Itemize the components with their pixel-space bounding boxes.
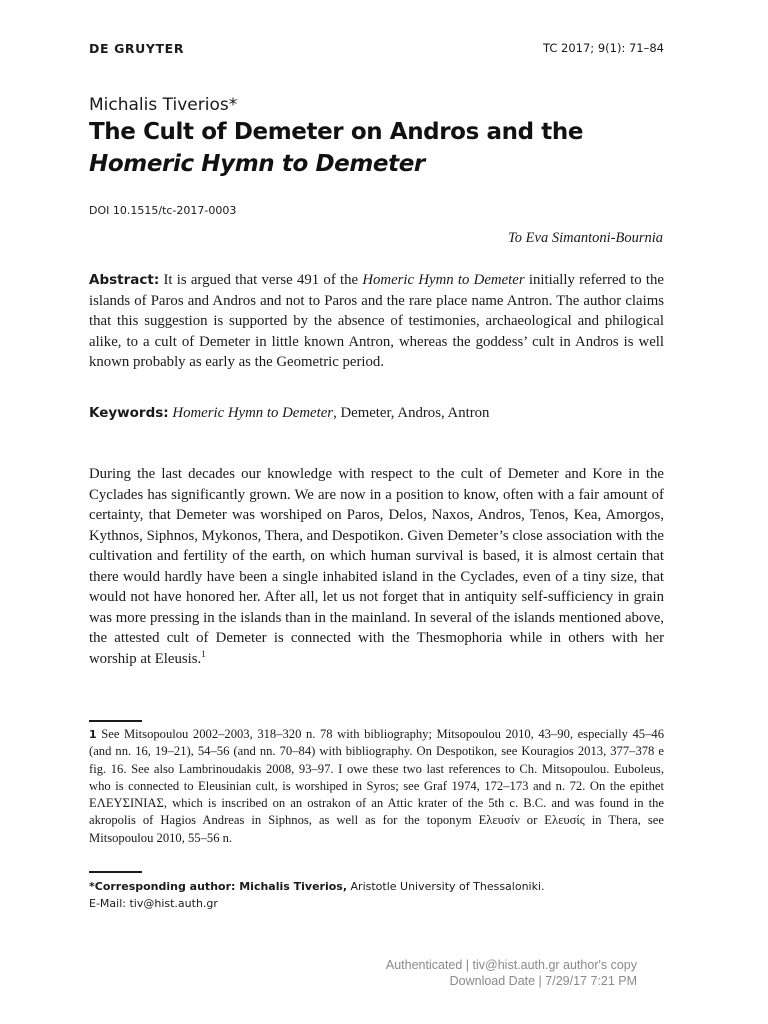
abstract-text-before: It is argued that verse 491 of the xyxy=(159,272,363,288)
author-name: Michalis Tiverios* xyxy=(89,95,238,115)
footnote-reference[interactable]: 1 xyxy=(201,648,206,659)
corresponding-email: E-Mail: tiv@hist.auth.gr xyxy=(89,897,218,910)
body-paragraph xyxy=(89,464,664,669)
abstract-italic: Homeric Hymn to Demeter xyxy=(362,272,525,288)
abstract-text-after: initially referred to the islands of Paros and Andros and not to Paros and the rare place name Antron. The author claims that this suggestion is supported by the absence of testimonies, archaeological and philogical alike, to a cult of Demeter in little known Antron, whereas the goddess’ cult in Andros is well known probably as early as the Geometric period. xyxy=(89,272,664,370)
footnote xyxy=(89,726,664,847)
title-line-1: The Cult of Demeter on Andros and the xyxy=(89,119,584,145)
title-line-2: Homeric Hymn to Demeter xyxy=(89,151,425,177)
footnote-text: See Mitsopoulou 2002–2003, 318–320 n. 78 with bibliography; Mitsopoulou 2010, 43–90, especially 45–46 (and nn. 16, 19–21), 54–56 (and nn. 70–84) with bibliography. On Despotikon, see Kouragios 2013, 377–378 e fig. 16. See also Lambrinoudakis 2008, 93–97. I owe these two last references to Ch. Mitsopoulou. Euboleus, who is connected to Eleusinian cult, is worshiped in Syros; see Graf 1974, 172–173 and n. 72. On the epithet ΕΛΕΥΣΙΝΙΑΣ, which is inscribed on an ostrakon of an Attic krater of the 5th c. B.C. and was found in the akropolis of Hagios Andreas in Siphnos, as well as for the toponym Ελευσίν or Ελευσίς in Thera, see Mitsopoulou 2010, 55–56 n. xyxy=(89,727,664,845)
dedication: To Eva Simantoni-Bournia xyxy=(508,230,663,246)
publisher-name: DE GRUYTER xyxy=(89,41,185,56)
keywords xyxy=(89,403,664,424)
abstract-label: Abstract: xyxy=(89,272,160,288)
authentication-watermark xyxy=(386,957,637,989)
corresponding-label: *Corresponding author: Michalis Tiverios, xyxy=(89,880,348,893)
corresponding-affiliation: Aristotle University of Thessaloniki. xyxy=(347,880,545,893)
journal-citation: TC 2017; 9(1): 71–84 xyxy=(543,41,664,55)
corresponding-divider xyxy=(89,871,142,873)
body-text: During the last decades our knowledge with respect to the cult of Demeter and Kore in the Cyclades has significantly grown. We are now in a position to know, often with a fair amount of certainty, that Demeter was worshiped on Paros, Delos, Naxos, Andros, Tenos, Kea, Amorgos, Kythnos, Siphnos, Mykonos, Thera, and Despotikon. Given Demeter’s close association with the cultivation and fertility of the earth, on which human survival is based, it is almost certain that there would hardly have been a single inhabited island in the Cyclades, even of a tiny size, that would not have honored her. After all, let us not forget that in antiquity self-sufficiency in grain was more pressing in the islands than in the mainland. In several of the islands mentioned above, the attested cult of Demeter is connected with the Thesmophoria while in others with her worship at Eleusis. xyxy=(89,466,664,667)
watermark-line-1: Authenticated | tiv@hist.auth.gr author's copy xyxy=(385,958,637,972)
corresponding-author xyxy=(89,878,689,912)
article-title xyxy=(89,116,689,180)
keywords-label: Keywords: xyxy=(89,405,169,421)
keywords-italic: Homeric Hymn to Demeter xyxy=(172,405,334,421)
keywords-rest: , Demeter, Andros, Antron xyxy=(333,405,490,421)
doi: DOI 10.1515/tc-2017-0003 xyxy=(89,204,237,217)
watermark-line-2: Download Date | 7/29/17 7:21 PM xyxy=(449,974,637,988)
footnote-divider xyxy=(89,720,142,722)
footnote-number: 1 xyxy=(89,728,97,741)
abstract xyxy=(89,270,664,373)
